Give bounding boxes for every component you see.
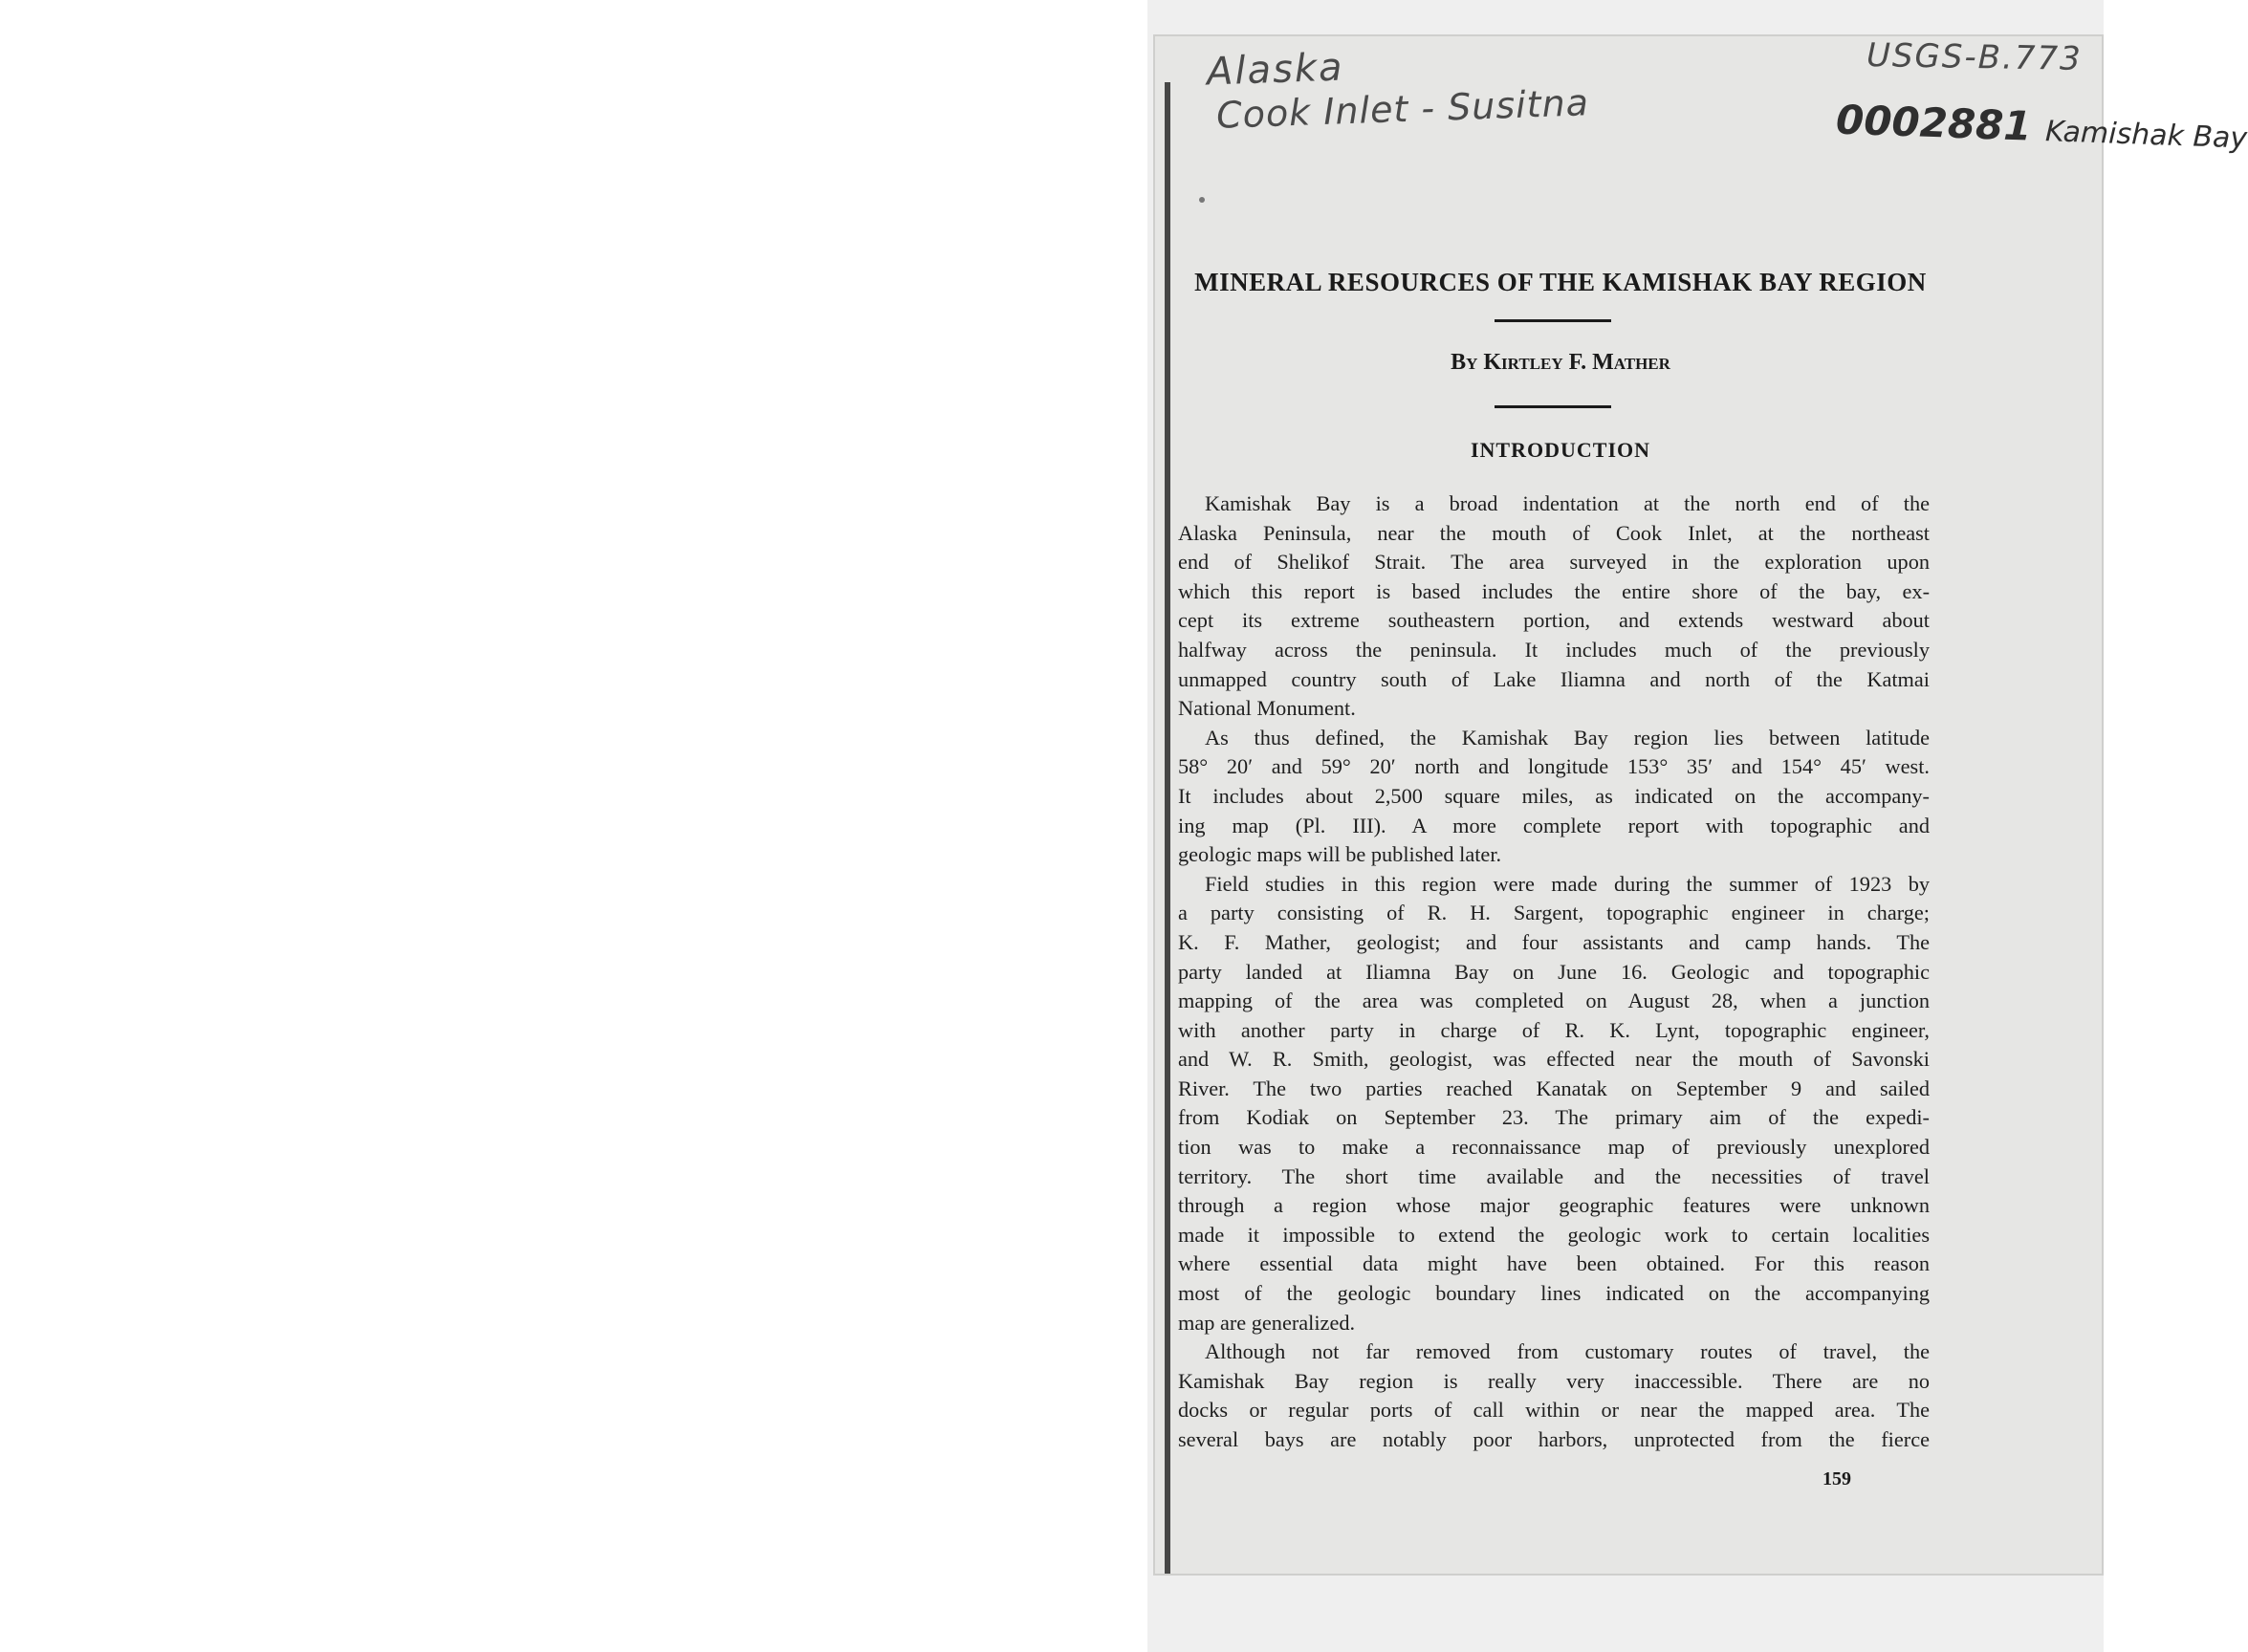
text-line: As thus defined, the Kamishak Bay region lies between latitude bbox=[1205, 725, 1930, 750]
text-line: end of Shelikof Strait. The area surveyed in the exploration upon bbox=[1178, 550, 1930, 575]
byline-divider bbox=[1495, 405, 1611, 408]
text-line: with another party in charge of R. K. Lynt, topographic engineer, bbox=[1178, 1017, 1930, 1042]
author-byline: By Kirtley F. Mather bbox=[1451, 350, 1670, 375]
text-line: where essential data might have been obtained. For this reason bbox=[1178, 1251, 1930, 1276]
paragraph-access bbox=[1178, 1337, 1930, 1454]
text-line: halfway across the peninsula. It includes much of the previously bbox=[1178, 637, 1930, 662]
handwritten-reference-code: USGS-B.773 bbox=[1866, 36, 2084, 78]
text-line: map are generalized. bbox=[1178, 1310, 1356, 1335]
text-line: unmapped country south of Lake Iliamna and north of the Katmai bbox=[1178, 666, 1930, 691]
text-line: through a region whose major geographic features were unknown bbox=[1178, 1193, 1930, 1218]
text-line: cept its extreme southeastern portion, and extends westward about bbox=[1178, 608, 1930, 633]
handwritten-note-state: Alaska bbox=[1206, 45, 1345, 95]
paragraph-field-studies bbox=[1178, 870, 1930, 1338]
text-line: geologic maps will be published later. bbox=[1178, 842, 1502, 867]
body-text bbox=[1178, 489, 1930, 1455]
document-title: MINERAL RESOURCES OF THE KAMISHAK BAY REGION bbox=[1194, 268, 1927, 296]
paragraph-intro bbox=[1178, 489, 1930, 724]
text-line: Kamishak Bay region is really very inaccessible. There are no bbox=[1178, 1368, 1930, 1393]
title-divider bbox=[1495, 319, 1611, 322]
text-line: a party consisting of R. H. Sargent, topographic engineer in charge; bbox=[1178, 901, 1930, 925]
text-line: from Kodiak on September 23. The primary aim of the expedi- bbox=[1178, 1105, 1930, 1130]
text-line: several bays are notably poor harbors, unprotected from the fierce bbox=[1178, 1427, 1930, 1451]
text-line: tion was to make a reconnaissance map of previously unexplored bbox=[1178, 1135, 1930, 1160]
text-line: ing map (Pl. III). A more complete report with topographic and bbox=[1178, 813, 1930, 837]
text-line: made it impossible to extend the geologic work to certain localities bbox=[1178, 1222, 1930, 1247]
text-line: River. The two parties reached Kanatak on September 9 and sailed bbox=[1178, 1076, 1930, 1100]
text-line: Field studies in this region were made during the summer of 1923 by bbox=[1205, 871, 1930, 896]
page-binding-edge bbox=[1165, 82, 1170, 1574]
margin-mark bbox=[1199, 197, 1205, 203]
text-line: Alaska Peninsula, near the mouth of Cook Inlet, at the northeast bbox=[1178, 520, 1930, 545]
text-line: mapping of the area was completed on August 28, when a junction bbox=[1178, 989, 1930, 1013]
text-line: which this report is based includes the entire shore of the bay, ex- bbox=[1178, 578, 1930, 603]
text-line: and W. R. Smith, geologist, was effected near the mouth of Savonski bbox=[1178, 1047, 1930, 1072]
text-line: National Monument. bbox=[1178, 696, 1356, 721]
text-line: Although not far removed from customary routes of travel, the bbox=[1205, 1339, 1930, 1364]
paragraph-location bbox=[1178, 724, 1930, 870]
text-line: Kamishak Bay is a broad indentation at the north end of the bbox=[1205, 491, 1930, 515]
text-line: K. F. Mather, geologist; and four assistants and camp hands. The bbox=[1178, 929, 1930, 954]
handwritten-region-note: Kamishak Bay bbox=[2044, 115, 2248, 156]
handwritten-note-area: Cook Inlet - Susitna bbox=[1215, 81, 1590, 137]
text-line: It includes about 2,500 square miles, as indicated on the accompany- bbox=[1178, 783, 1930, 808]
page-number: 159 bbox=[1822, 1468, 1851, 1489]
text-line: party landed at Iliamna Bay on June 16. Geologic and topographic bbox=[1178, 959, 1930, 984]
section-heading: INTRODUCTION bbox=[1470, 438, 1651, 462]
record-number: 0002881 bbox=[1835, 96, 2033, 150]
text-line: docks or regular ports of call within or near the mapped area. The bbox=[1178, 1398, 1930, 1423]
text-line: territory. The short time available and the necessities of travel bbox=[1178, 1163, 1930, 1188]
text-line: most of the geologic boundary lines indicated on the accompanying bbox=[1178, 1281, 1930, 1306]
text-line: 58° 20′ and 59° 20′ north and longitude 153° 35′ and 154° 45′ west. bbox=[1178, 754, 1930, 779]
